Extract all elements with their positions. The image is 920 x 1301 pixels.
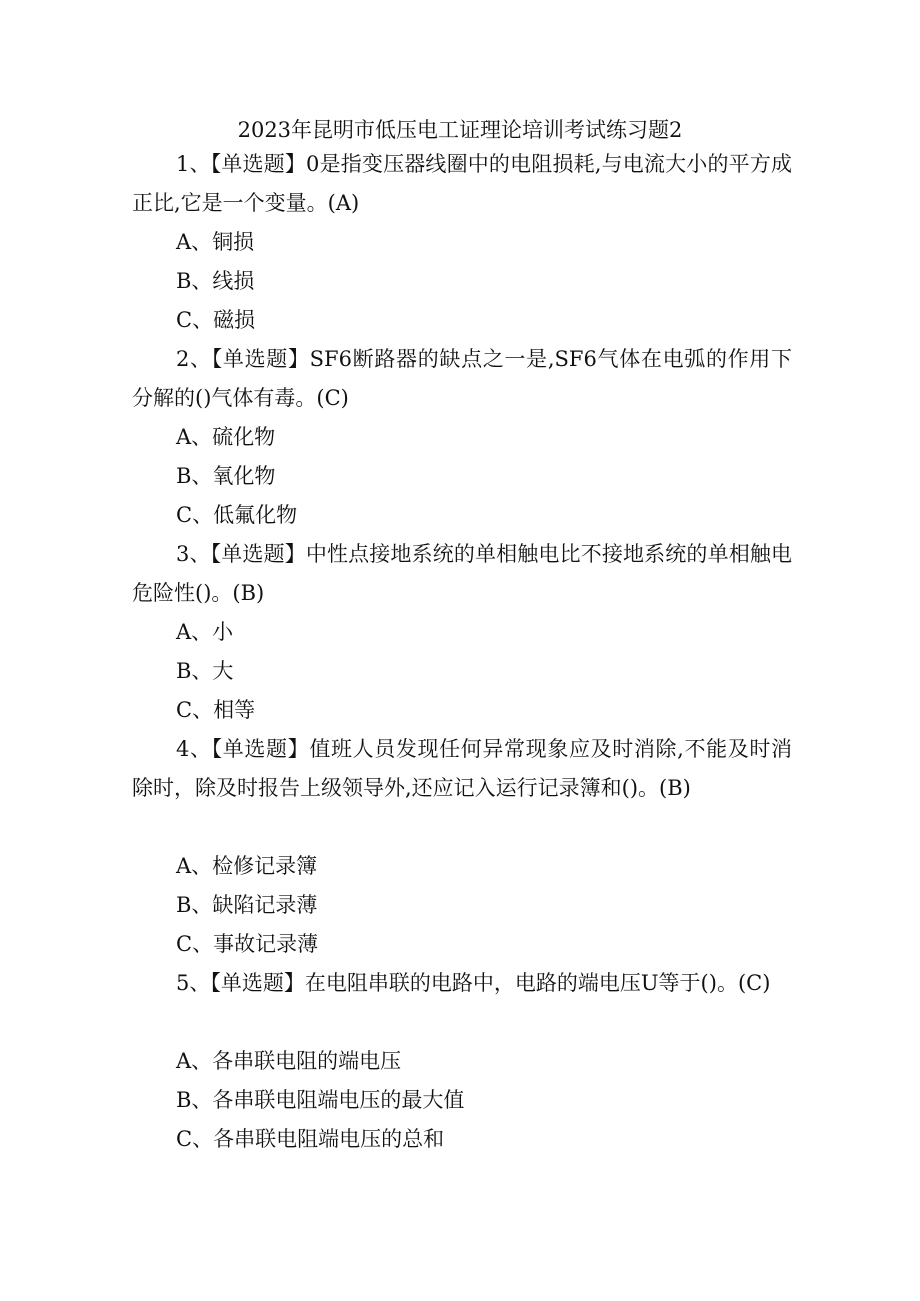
document-title: 2023年昆明市低压电工证理论培训考试练习题2: [237, 118, 683, 142]
question-1-option-c: C、磁损: [176, 308, 256, 332]
question-3-option-b: B、大: [176, 659, 234, 683]
question-1-option-b: B、线损: [176, 269, 255, 293]
question-5-option-b: B、各串联电阻端电压的最大值: [176, 1088, 465, 1112]
question-2-option-a: A、硫化物: [176, 425, 276, 449]
question-5-text: 5、【单选题】在电阻串联的电路中，电路的端电压U等于()。(C): [176, 971, 771, 995]
question-4-option-c: C、事故记录薄: [176, 932, 319, 956]
question-2-option-c: C、低氟化物: [176, 503, 298, 527]
question-4-text: 4、【单选题】值班人员发现任何异常现象应及时消除,不能及时消除时，除及时报告上级领导外,还应记入运行记录簿和()。(B): [132, 737, 792, 800]
question-5-option-c: C、各串联电阻端电压的总和: [176, 1127, 445, 1151]
question-3-option-c: C、相等: [176, 698, 256, 722]
question-2-option-b: B、氧化物: [176, 464, 276, 488]
question-1-option-a: A、铜损: [176, 230, 255, 254]
question-3-text: 3、【单选题】中性点接地系统的单相触电比不接地系统的单相触电危险性()。(B): [132, 542, 792, 605]
question-3-option-a: A、小: [176, 620, 234, 644]
question-1-text: 1、【单选题】0是指变压器线圈中的电阻损耗,与电流大小的平方成正比,它是一个变量。(A): [132, 152, 792, 215]
question-5-option-a: A、各串联电阻的端电压: [176, 1049, 402, 1073]
question-4-option-b: B、缺陷记录薄: [176, 893, 318, 917]
question-4-option-a: A、检修记录簿: [176, 854, 318, 878]
question-2-text: 2、【单选题】SF6断路器的缺点之一是,SF6气体在电弧的作用下分解的()气体有毒。(C): [132, 347, 792, 410]
